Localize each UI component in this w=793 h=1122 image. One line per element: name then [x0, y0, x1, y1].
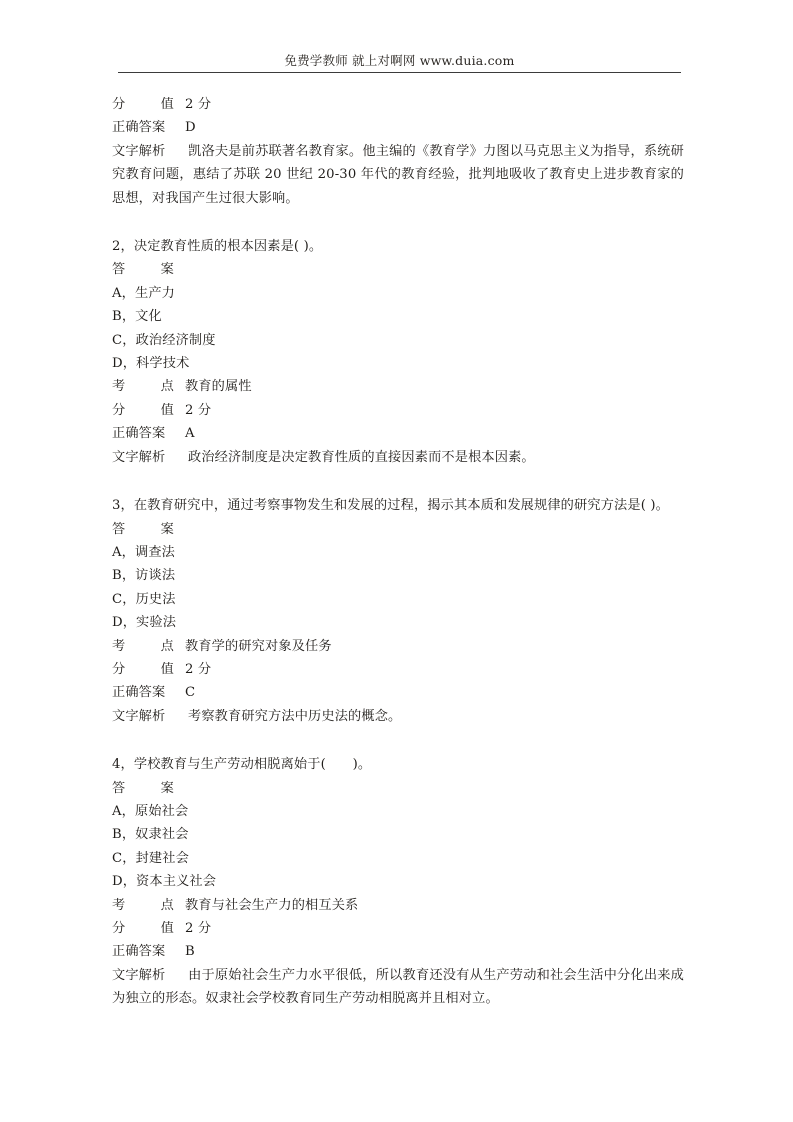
block-spacer: [112, 469, 684, 494]
explanation-label: 文字解析: [112, 143, 166, 159]
correct-answer-value: A: [185, 426, 195, 442]
score-label: 分 值: [112, 97, 174, 112]
point-row: [112, 635, 684, 658]
point-value: 教育学的研究对象及任务: [185, 638, 332, 654]
option-item: A，原始社会: [112, 803, 189, 819]
explanation-label: 文字解析: [112, 449, 166, 465]
point-label: 考 点: [112, 638, 174, 654]
explanation-row: [112, 705, 684, 728]
correct-answer-label: 正确答案: [112, 685, 166, 701]
score-row: [112, 93, 684, 116]
correct-answer-label: 正确答案: [112, 120, 166, 136]
correct-answer-value: B: [185, 944, 195, 960]
answer-row: [112, 777, 684, 800]
explanation-row: [112, 140, 684, 210]
explanation-label: 文字解析: [112, 708, 166, 724]
score-value: 2 分: [185, 921, 212, 936]
option-item: D，科学技术: [112, 356, 190, 372]
header-divider: [118, 72, 681, 73]
question-stem: 3，在教育研究中，通过考察事物发生和发展的过程，揭示其本质和发展规律的研究方法是( )。: [112, 498, 669, 514]
correct-answer-label: 正确答案: [112, 944, 166, 960]
page-header: [118, 52, 681, 73]
question-stem: 4，学校教育与生产劳动相脱离始于( )。: [112, 757, 372, 773]
explanation-label: 文字解析: [112, 967, 166, 983]
option-item: D，实验法: [112, 615, 177, 631]
explanation-text: 由于原始社会生产力水平很低，所以教育还没有从生产劳动和社会生活中分化出来成为独立的形态。奴隶社会学校教育同生产劳动相脱离并且相对立。: [112, 967, 684, 1007]
point-row: [112, 375, 684, 398]
option-item: B，访谈法: [112, 568, 176, 584]
score-label: 分 值: [112, 661, 174, 677]
point-value: 教育与社会生产力的相互关系: [185, 897, 359, 913]
option-item: B，奴隶社会: [112, 827, 189, 843]
option-item: A，生产力: [112, 285, 176, 301]
correct-answer-value: D: [185, 120, 196, 136]
correct-answer-row: [112, 422, 684, 445]
correct-answer-row: [112, 940, 684, 963]
score-row: [112, 917, 684, 940]
score-label: 分 值: [112, 921, 174, 936]
score-value: 2 分: [185, 97, 212, 112]
answer-label: 答 案: [112, 780, 174, 796]
document-body: [112, 93, 684, 1011]
question-block: [112, 494, 684, 728]
explanation-text: 政治经济制度是决定教育性质的直接因素而不是根本因素。: [188, 449, 535, 465]
point-label: 考 点: [112, 379, 174, 395]
correct-answer-row: [112, 681, 684, 704]
option-item: C，历史法: [112, 591, 176, 607]
explanation-text: 考察教育研究方法中历史法的概念。: [188, 708, 402, 724]
question-block: [112, 235, 684, 469]
answer-label: 答 案: [112, 521, 174, 537]
correct-answer-label: 正确答案: [112, 426, 166, 442]
option-item: C，封建社会: [112, 850, 189, 866]
answer-row: [112, 518, 684, 541]
point-value: 教育的属性: [185, 379, 252, 395]
correct-answer-row: [112, 116, 684, 139]
header-site-text: 免费学教师 就上对啊网 www.duia.com: [284, 53, 515, 68]
explanation-row: [112, 964, 684, 1011]
score-value: 2 分: [185, 402, 212, 418]
option-item: D，资本主义社会: [112, 874, 217, 890]
answer-label: 答 案: [112, 262, 174, 278]
explanation-row: [112, 446, 684, 469]
point-label: 考 点: [112, 897, 174, 913]
question-stem: 2，决定教育性质的根本因素是( )。: [112, 239, 323, 255]
question-block: [112, 93, 684, 210]
point-row: [112, 894, 684, 917]
question-block: [112, 753, 684, 1010]
explanation-text: 凯洛夫是前苏联著名教育家。他主编的《教育学》力图以马克思主义为指导，系统研究教育问题，惠结了苏联 20 世纪 20-30 年代的教育经验，批判地吸收了教育史上进步教育家的思想，对我国产生过很大影响。: [112, 143, 684, 206]
block-spacer: [112, 210, 684, 235]
option-item: A，调查法: [112, 544, 176, 560]
correct-answer-value: C: [185, 685, 196, 701]
answer-row: [112, 258, 684, 281]
score-label: 分 值: [112, 402, 174, 418]
option-item: C，政治经济制度: [112, 332, 216, 348]
score-row: [112, 658, 684, 681]
block-spacer: [112, 728, 684, 753]
option-item: B，文化: [112, 309, 162, 325]
score-value: 2 分: [185, 661, 212, 677]
score-row: [112, 399, 684, 422]
